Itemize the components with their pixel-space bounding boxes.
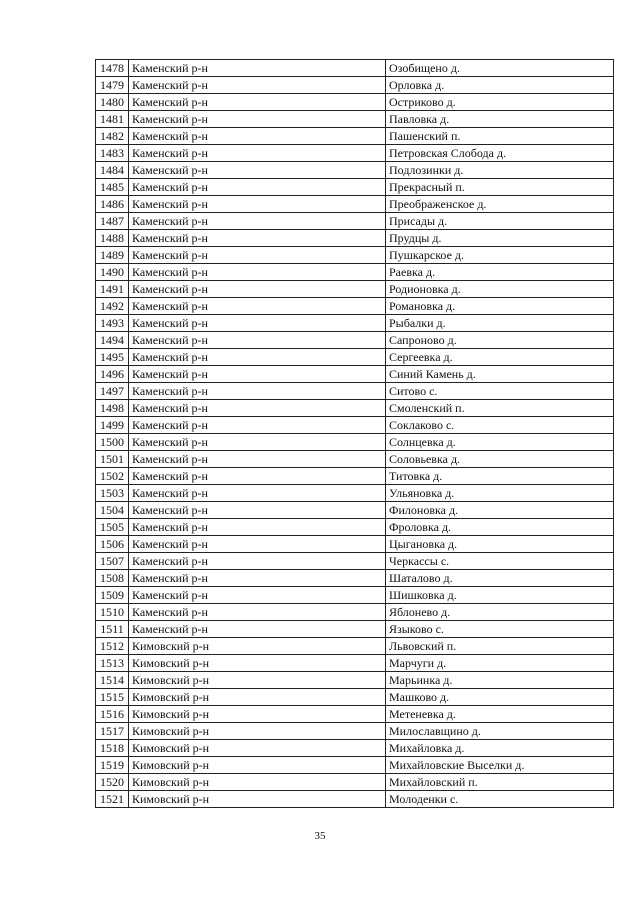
table-row [96, 128, 614, 145]
row-number-cell: 1512 [96, 638, 129, 655]
district-cell: Каменский р-н [129, 519, 386, 536]
settlement-cell: Присады д. [386, 213, 614, 230]
district-cell: Кимовский р-н [129, 774, 386, 791]
district-cell: Каменский р-н [129, 162, 386, 179]
row-number-cell: 1502 [96, 468, 129, 485]
row-number-cell: 1483 [96, 145, 129, 162]
district-cell: Каменский р-н [129, 536, 386, 553]
district-cell: Каменский р-н [129, 383, 386, 400]
table-row [96, 349, 614, 366]
settlement-cell: Остриково д. [386, 94, 614, 111]
row-number-cell: 1478 [96, 60, 129, 77]
table-row [96, 366, 614, 383]
settlement-cell: Фроловка д. [386, 519, 614, 536]
row-number-cell: 1506 [96, 536, 129, 553]
table-row [96, 570, 614, 587]
table-row [96, 264, 614, 281]
row-number-cell: 1505 [96, 519, 129, 536]
district-cell: Каменский р-н [129, 349, 386, 366]
district-cell: Каменский р-н [129, 196, 386, 213]
table-row [96, 791, 614, 808]
table-row [96, 519, 614, 536]
settlement-cell: Соловьевка д. [386, 451, 614, 468]
district-cell: Каменский р-н [129, 434, 386, 451]
table-row [96, 315, 614, 332]
district-cell: Каменский р-н [129, 621, 386, 638]
settlement-cell: Синий Камень д. [386, 366, 614, 383]
row-number-cell: 1486 [96, 196, 129, 213]
row-number-cell: 1518 [96, 740, 129, 757]
row-number-cell: 1491 [96, 281, 129, 298]
settlement-cell: Марчуги д. [386, 655, 614, 672]
table-row [96, 553, 614, 570]
district-cell: Кимовский р-н [129, 740, 386, 757]
table-row [96, 706, 614, 723]
row-number-cell: 1496 [96, 366, 129, 383]
settlement-cell: Павловка д. [386, 111, 614, 128]
district-cell: Каменский р-н [129, 485, 386, 502]
settlement-cell: Марьинка д. [386, 672, 614, 689]
settlement-cell: Михайловский п. [386, 774, 614, 791]
district-cell: Каменский р-н [129, 145, 386, 162]
row-number-cell: 1516 [96, 706, 129, 723]
settlement-cell: Орловка д. [386, 77, 614, 94]
settlement-cell: Машково д. [386, 689, 614, 706]
settlement-cell: Пашенский п. [386, 128, 614, 145]
row-number-cell: 1501 [96, 451, 129, 468]
district-cell: Кимовский р-н [129, 689, 386, 706]
table-row [96, 604, 614, 621]
settlement-cell: Титовка д. [386, 468, 614, 485]
district-cell: Кимовский р-н [129, 672, 386, 689]
row-number-cell: 1497 [96, 383, 129, 400]
row-number-cell: 1511 [96, 621, 129, 638]
table-row [96, 417, 614, 434]
table-row [96, 400, 614, 417]
district-cell: Каменский р-н [129, 298, 386, 315]
row-number-cell: 1479 [96, 77, 129, 94]
settlement-cell: Яблонево д. [386, 604, 614, 621]
table-row [96, 672, 614, 689]
row-number-cell: 1489 [96, 247, 129, 264]
settlement-cell: Языково с. [386, 621, 614, 638]
table-row [96, 281, 614, 298]
row-number-cell: 1515 [96, 689, 129, 706]
settlement-cell: Петровская Слобода д. [386, 145, 614, 162]
table-row [96, 145, 614, 162]
district-cell: Кимовский р-н [129, 706, 386, 723]
table-row [96, 179, 614, 196]
row-number-cell: 1492 [96, 298, 129, 315]
settlement-cell: Родионовка д. [386, 281, 614, 298]
table-row [96, 740, 614, 757]
table-row [96, 536, 614, 553]
settlement-cell: Прудцы д. [386, 230, 614, 247]
settlement-cell: Соклаково с. [386, 417, 614, 434]
district-cell: Каменский р-н [129, 60, 386, 77]
district-cell: Каменский р-н [129, 587, 386, 604]
district-cell: Кимовский р-н [129, 655, 386, 672]
district-cell: Каменский р-н [129, 570, 386, 587]
district-cell: Каменский р-н [129, 451, 386, 468]
row-number-cell: 1490 [96, 264, 129, 281]
table-row [96, 638, 614, 655]
row-number-cell: 1494 [96, 332, 129, 349]
row-number-cell: 1480 [96, 94, 129, 111]
row-number-cell: 1504 [96, 502, 129, 519]
settlement-cell: Филоновка д. [386, 502, 614, 519]
table-row [96, 247, 614, 264]
settlement-cell: Цыгановка д. [386, 536, 614, 553]
district-cell: Каменский р-н [129, 468, 386, 485]
row-number-cell: 1514 [96, 672, 129, 689]
table-row [96, 213, 614, 230]
district-cell: Кимовский р-н [129, 757, 386, 774]
settlement-cell: Шаталово д. [386, 570, 614, 587]
table-row [96, 77, 614, 94]
settlement-cell: Солнцевка д. [386, 434, 614, 451]
table-row [96, 621, 614, 638]
district-cell: Каменский р-н [129, 502, 386, 519]
district-cell: Кимовский р-н [129, 791, 386, 808]
settlement-cell: Рыбалки д. [386, 315, 614, 332]
table-row [96, 468, 614, 485]
row-number-cell: 1507 [96, 553, 129, 570]
page-number: 35 [314, 830, 326, 842]
table-row [96, 485, 614, 502]
row-number-cell: 1481 [96, 111, 129, 128]
row-number-cell: 1519 [96, 757, 129, 774]
table-row [96, 723, 614, 740]
district-cell: Каменский р-н [129, 553, 386, 570]
settlement-cell: Преображенское д. [386, 196, 614, 213]
table-row [96, 332, 614, 349]
settlement-cell: Метеневка д. [386, 706, 614, 723]
table-row [96, 757, 614, 774]
row-number-cell: 1509 [96, 587, 129, 604]
settlement-cell: Сапроново д. [386, 332, 614, 349]
table-row [96, 434, 614, 451]
table-row [96, 689, 614, 706]
table-row [96, 111, 614, 128]
district-cell: Каменский р-н [129, 94, 386, 111]
row-number-cell: 1510 [96, 604, 129, 621]
settlement-cell: Черкассы с. [386, 553, 614, 570]
row-number-cell: 1493 [96, 315, 129, 332]
district-cell: Каменский р-н [129, 417, 386, 434]
district-cell: Каменский р-н [129, 264, 386, 281]
district-cell: Каменский р-н [129, 111, 386, 128]
row-number-cell: 1520 [96, 774, 129, 791]
district-cell: Каменский р-н [129, 332, 386, 349]
settlement-cell: Прекрасный п. [386, 179, 614, 196]
settlement-cell: Ситово с. [386, 383, 614, 400]
settlement-cell: Молоденки с. [386, 791, 614, 808]
district-cell: Каменский р-н [129, 247, 386, 264]
table-row [96, 655, 614, 672]
row-number-cell: 1503 [96, 485, 129, 502]
district-cell: Каменский р-н [129, 400, 386, 417]
district-cell: Кимовский р-н [129, 723, 386, 740]
settlement-cell: Раевка д. [386, 264, 614, 281]
table-row [96, 502, 614, 519]
settlements-table [95, 59, 614, 808]
row-number-cell: 1484 [96, 162, 129, 179]
table-row [96, 298, 614, 315]
row-number-cell: 1517 [96, 723, 129, 740]
table-row [96, 162, 614, 179]
table-row [96, 451, 614, 468]
settlement-cell: Пушкарское д. [386, 247, 614, 264]
settlement-cell: Милославщино д. [386, 723, 614, 740]
row-number-cell: 1513 [96, 655, 129, 672]
district-cell: Кимовский р-н [129, 638, 386, 655]
row-number-cell: 1500 [96, 434, 129, 451]
district-cell: Каменский р-н [129, 128, 386, 145]
settlements-table-body [96, 60, 614, 808]
settlement-cell: Львовский п. [386, 638, 614, 655]
district-cell: Каменский р-н [129, 366, 386, 383]
row-number-cell: 1485 [96, 179, 129, 196]
district-cell: Каменский р-н [129, 315, 386, 332]
table-row [96, 587, 614, 604]
district-cell: Каменский р-н [129, 77, 386, 94]
table-row [96, 60, 614, 77]
row-number-cell: 1521 [96, 791, 129, 808]
settlement-cell: Смоленский п. [386, 400, 614, 417]
row-number-cell: 1498 [96, 400, 129, 417]
row-number-cell: 1488 [96, 230, 129, 247]
district-cell: Каменский р-н [129, 179, 386, 196]
row-number-cell: 1499 [96, 417, 129, 434]
row-number-cell: 1495 [96, 349, 129, 366]
district-cell: Каменский р-н [129, 213, 386, 230]
table-row [96, 94, 614, 111]
district-cell: Каменский р-н [129, 281, 386, 298]
table-row [96, 383, 614, 400]
district-cell: Каменский р-н [129, 230, 386, 247]
settlement-cell: Шишковка д. [386, 587, 614, 604]
settlement-cell: Сергеевка д. [386, 349, 614, 366]
table-row [96, 230, 614, 247]
table-row [96, 774, 614, 791]
row-number-cell: 1508 [96, 570, 129, 587]
district-cell: Каменский р-н [129, 604, 386, 621]
settlement-cell: Романовка д. [386, 298, 614, 315]
settlement-cell: Михайловка д. [386, 740, 614, 757]
row-number-cell: 1487 [96, 213, 129, 230]
settlement-cell: Ульяновка д. [386, 485, 614, 502]
table-row [96, 196, 614, 213]
settlement-cell: Подлозинки д. [386, 162, 614, 179]
settlement-cell: Михайловские Выселки д. [386, 757, 614, 774]
row-number-cell: 1482 [96, 128, 129, 145]
settlement-cell: Озобищено д. [386, 60, 614, 77]
